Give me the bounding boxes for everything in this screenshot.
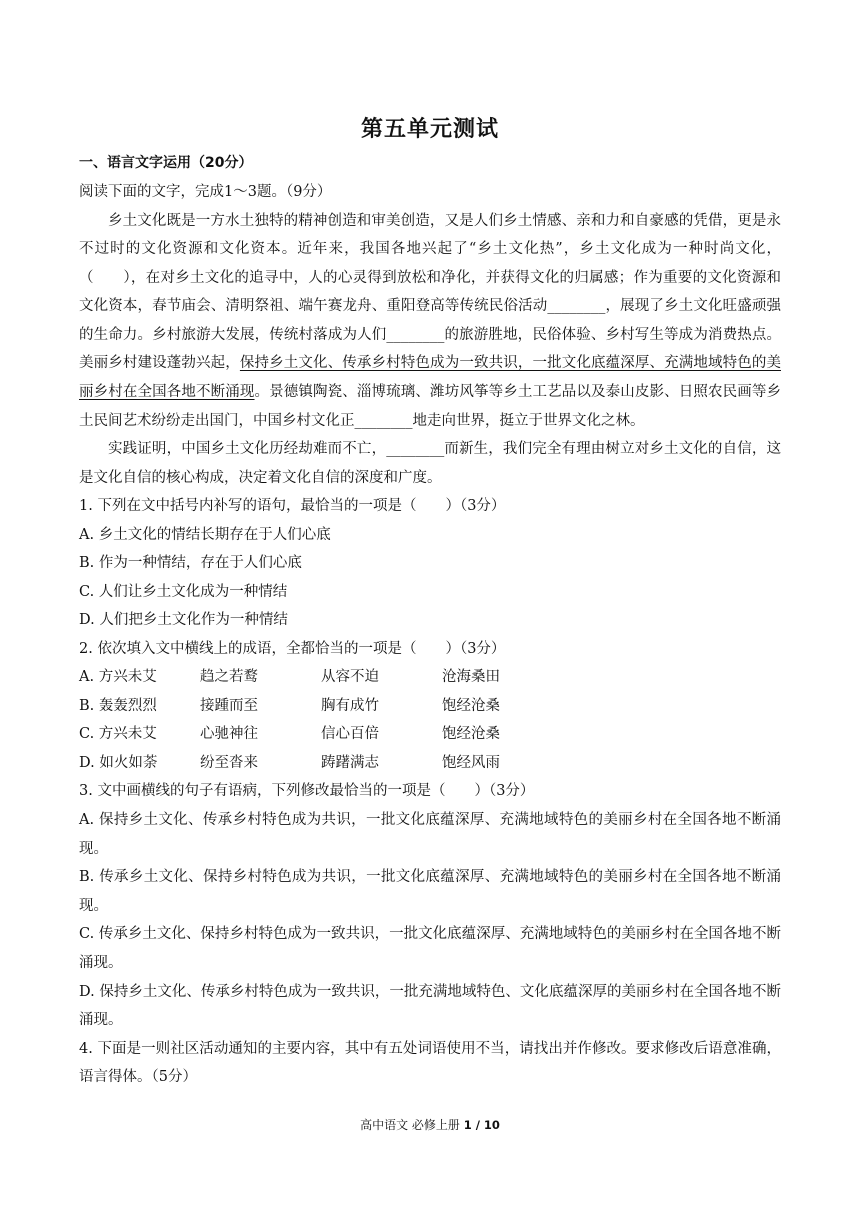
question-3-stem: 3. 文中画横线的句子有语病，下列修改最恰当的一项是（ ）（3分）: [79, 783, 535, 800]
question-1-option-a: A. 乡土文化的情结长期存在于人们心底: [79, 526, 331, 543]
question-2-option-a: [79, 663, 781, 692]
document-body: [79, 149, 781, 1092]
underlined-sentence: 保持乡土文化、传承乡村特色成为一致共识，一批文化底蕴深厚、充满地域特色的美丽乡村在全国各地不断涌现: [79, 355, 781, 401]
page-number: 1 / 10: [463, 1118, 500, 1132]
question-3-option-c: C. 传承乡土文化、保持乡村特色成为一致共识，一批文化底蕴深厚、充满地域特色的美丽乡村在全国各地不断涌现。: [79, 926, 781, 971]
page-title: 第五单元测试: [360, 117, 499, 142]
option-idiom: 饱经沧桑: [442, 697, 500, 714]
option-idiom: 饱经沧桑: [442, 726, 500, 743]
passage-text: 。景德镇陶瓷、淄博琉璃、潍坊风筝等乡土工艺品以及泰山皮影、日照农民画等乡土民间艺术纷纷走出国门，中国乡村文化正________地走向世界，挺立于世界文化之林。: [79, 384, 781, 429]
section-heading: 一、语言文字运用（20分）: [79, 155, 253, 171]
question-2-option-c: [79, 720, 781, 749]
question-3-option-d: D. 保持乡土文化、传承乡村特色成为一致共识，一批充满地域特色、文化底蕴深厚的美丽乡村在全国各地不断涌现。: [79, 983, 781, 1029]
option-label-idiom: B. 轰轰烈烈: [79, 697, 157, 714]
question-3-option-b: B. 传承乡土文化、保持乡村特色成为共识，一批文化底蕴深厚、充满地域特色的美丽乡村在全国各地不断涌现。: [79, 869, 781, 914]
option-idiom: 沧海桑田: [442, 669, 500, 686]
passage-paragraph-2: 实践证明，中国乡土文化历经劫难而不亡，________而新生，我们完全有理由树立对乡土文化的自信，这是文化自信的核心构成，决定着文化自信的深度和广度。: [79, 441, 781, 486]
page-footer: [0, 1116, 860, 1133]
option-idiom: 饱经风雨: [442, 754, 500, 771]
passage-paragraph-1: [79, 207, 781, 436]
option-label-idiom: D. 如火如荼: [79, 754, 158, 771]
footer-text: 高中语文 必修上册: [360, 1118, 464, 1132]
option-idiom: 心驰神往: [200, 726, 258, 743]
question-1-option-c: C. 人们让乡土文化成为一种情结: [79, 583, 288, 600]
question-3-option-a: A. 保持乡土文化、传承乡村特色成为共识，一批文化底蕴深厚、充满地域特色的美丽乡村在全国各地不断涌现。: [79, 811, 781, 857]
option-idiom: 信心百倍: [321, 726, 379, 743]
option-label-idiom: A. 方兴未艾: [79, 669, 157, 686]
question-2-option-b: [79, 692, 781, 721]
option-idiom: 从容不迫: [321, 669, 379, 686]
option-idiom: 接踵而至: [200, 697, 258, 714]
option-idiom: 纷至沓来: [200, 754, 258, 771]
option-label-idiom: C. 方兴未艾: [79, 726, 157, 743]
reading-instruction: 阅读下面的文字，完成1～3题。（9分）: [79, 183, 332, 200]
passage-text: 乡土文化既是一方水土独特的精神创造和审美创造，又是人们乡土情感、亲和力和自豪感的凭借，更是永不过时的文化资源和文化资本。近年来，我国各地兴起了“乡土文化热”，乡土文化成为一种时尚文化，（ ），在对乡土文化的追寻中，人的心灵得到放松和净化，并获得文化的归属感；作为重要的文化资源和文化资本，春节庙会、清明祭祖、端午赛龙舟、重阳登高等传统民俗活动________，展现了乡土文化旺盛顽强的生命力。乡村旅游大发展，传统村落成为人们________的旅游胜地，民俗体验、乡村写生等成为消费热点。美丽乡村建设蓬勃兴起，: [79, 212, 781, 372]
question-1-option-b: B. 作为一种情结，存在于人们心底: [79, 555, 302, 572]
option-idiom: 趋之若鹜: [200, 669, 258, 686]
question-2-stem: 2. 依次填入文中横线上的成语，全都恰当的一项是（ ）（3分）: [79, 640, 506, 657]
question-1-option-d: D. 人们把乡土文化作为一种情结: [79, 612, 288, 629]
question-2-option-d: [79, 749, 781, 778]
question-1-stem: 1. 下列在文中括号内补写的语句，最恰当的一项是（ ）（3分）: [79, 498, 506, 515]
option-idiom: 踌躇满志: [321, 754, 379, 771]
question-4-stem: 4. 下面是一则社区活动通知的主要内容，其中有五处词语使用不当，请找出并作修改。要求修改后语意准确，语言得体。（5分）: [79, 1040, 781, 1086]
option-idiom: 胸有成竹: [321, 697, 379, 714]
